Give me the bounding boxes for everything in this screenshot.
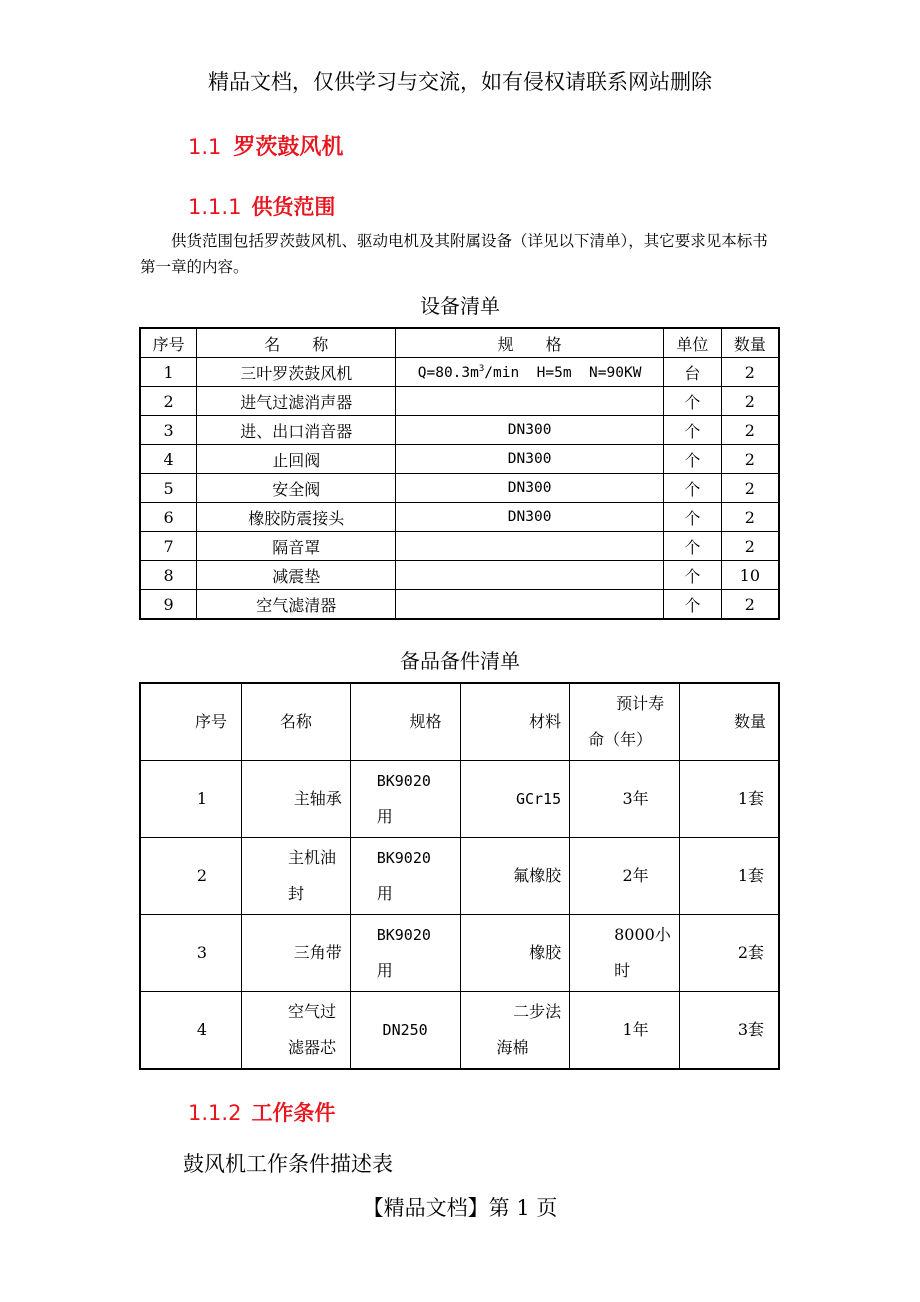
- item-qty: 2: [721, 474, 779, 503]
- item-name: 安全阀: [197, 474, 396, 503]
- item-qty: 10: [721, 561, 779, 590]
- part-material: GCr15: [460, 761, 570, 838]
- part-spec-line2: 用: [376, 884, 393, 903]
- item-spec: [396, 590, 664, 620]
- item-name: 隔音罩: [197, 532, 396, 561]
- item-unit: 个: [663, 532, 721, 561]
- part-name: 三角带: [242, 915, 351, 992]
- row-number: 5: [140, 474, 197, 503]
- part-spec-line1: BK9020: [376, 926, 431, 944]
- part-material: 氟橡胶: [460, 838, 570, 915]
- part-life-line2: 时: [614, 961, 631, 980]
- item-qty: 2: [721, 445, 779, 474]
- subsection-heading-conditions: [188, 1097, 335, 1127]
- subsection-number: 1.1.2: [188, 1101, 242, 1125]
- header-cell: 序号: [140, 683, 242, 761]
- page-footer: 【精品文档】第 1 页: [362, 1196, 558, 1220]
- item-name: 进气过滤消声器: [197, 387, 396, 416]
- item-spec: DN300: [396, 445, 664, 474]
- conditions-table-title: 鼓风机工作条件描述表: [183, 1152, 393, 1176]
- row-number: 6: [140, 503, 197, 532]
- header-cell: 规 格: [396, 328, 664, 358]
- section-number: 1.1: [188, 135, 222, 159]
- table-row: [140, 445, 779, 474]
- table-row: [140, 503, 779, 532]
- header-cell: 名 称: [197, 328, 396, 358]
- item-spec: DN300: [396, 503, 664, 532]
- part-name-line1: 主轴承: [293, 789, 342, 808]
- row-number: 3: [140, 915, 242, 992]
- row-number: 8: [140, 561, 197, 590]
- part-life-line1: 8000小: [614, 925, 671, 944]
- row-number: 1: [140, 761, 242, 838]
- header-cell: 材料: [460, 683, 570, 761]
- item-unit: 个: [663, 561, 721, 590]
- item-unit: 个: [663, 503, 721, 532]
- item-spec: [396, 387, 664, 416]
- row-number: 2: [140, 387, 197, 416]
- table-row: [140, 474, 779, 503]
- row-number: 4: [140, 992, 242, 1070]
- item-name: 减震垫: [197, 561, 396, 590]
- table-row: [140, 915, 779, 992]
- row-number: 2: [140, 838, 242, 915]
- section-title: 罗茨鼓风机: [233, 135, 344, 160]
- item-name: 空气滤清器: [197, 590, 396, 620]
- row-number: 9: [140, 590, 197, 620]
- table-header-row: [140, 328, 779, 358]
- subsection-title: 工作条件: [251, 1101, 336, 1125]
- row-number: 7: [140, 532, 197, 561]
- table-row: [140, 532, 779, 561]
- item-unit: 台: [663, 358, 721, 387]
- item-name: 橡胶防震接头: [197, 503, 396, 532]
- spec-rest: /min H=5m N=90KW: [484, 364, 642, 381]
- item-qty: 2: [721, 503, 779, 532]
- header-cell: 名称: [242, 683, 351, 761]
- table-row: [140, 590, 779, 620]
- item-name: 三叶罗茨鼓风机: [197, 358, 396, 387]
- subsection-title: 供货范围: [251, 195, 336, 219]
- part-name-line2: 封: [288, 884, 305, 903]
- header-cell: 序号: [140, 328, 197, 358]
- item-unit: 个: [663, 387, 721, 416]
- part-spec: DN250: [350, 992, 460, 1070]
- part-spec: [350, 915, 460, 992]
- part-name: [242, 838, 351, 915]
- part-qty: 1套: [679, 838, 779, 915]
- part-spec-line1: BK9020: [376, 849, 431, 867]
- spare-parts-caption: 备品备件清单: [400, 649, 520, 673]
- part-material-line2: 海棉: [496, 1038, 529, 1057]
- item-unit: 个: [663, 474, 721, 503]
- part-life: 3年: [570, 761, 680, 838]
- part-name-line1: 空气过: [288, 1002, 337, 1021]
- table-row: [140, 761, 779, 838]
- item-name: 进、出口消音器: [197, 416, 396, 445]
- part-qty: 3套: [679, 992, 779, 1070]
- row-number: 4: [140, 445, 197, 474]
- part-material-line1: 二步法: [513, 1002, 562, 1021]
- item-name: 止回阀: [197, 445, 396, 474]
- equipment-list-caption: 设备清单: [420, 294, 500, 318]
- subsection-number: 1.1.1: [188, 195, 242, 219]
- table-row: [140, 358, 779, 387]
- part-name: [242, 992, 351, 1070]
- table-row: [140, 561, 779, 590]
- header-cell: 单位: [663, 328, 721, 358]
- part-spec-line2: 用: [376, 961, 393, 980]
- item-qty: 2: [721, 590, 779, 620]
- header-cell: 数量: [679, 683, 779, 761]
- spare-parts-table: [139, 682, 780, 1070]
- part-life: 1年: [570, 992, 680, 1070]
- item-unit: 个: [663, 590, 721, 620]
- subsection-heading-supply: [188, 191, 335, 221]
- supply-scope-paragraph: 供货范围包括罗茨鼓风机、驱动电机及其附属设备（详见以下清单），其它要求见本标书第一章的内容。: [140, 232, 768, 276]
- item-spec: DN300: [396, 474, 664, 503]
- header-cell: 数量: [721, 328, 779, 358]
- part-spec: [350, 761, 460, 838]
- part-material: 橡胶: [460, 915, 570, 992]
- part-qty: 1套: [679, 761, 779, 838]
- part-spec-line2: 用: [376, 807, 393, 826]
- item-spec: [396, 358, 664, 387]
- header-cell: [570, 683, 680, 761]
- item-qty: 2: [721, 358, 779, 387]
- part-life: 2年: [570, 838, 680, 915]
- item-unit: 个: [663, 416, 721, 445]
- header-life-line1: 预计寿: [616, 694, 665, 713]
- row-number: 3: [140, 416, 197, 445]
- part-name-line1: 主机油: [288, 848, 337, 867]
- item-unit: 个: [663, 445, 721, 474]
- item-spec: DN300: [396, 416, 664, 445]
- item-qty: 2: [721, 387, 779, 416]
- page-header: 精品文档，仅供学习与交流，如有侵权请联系网站删除: [208, 70, 712, 94]
- table-row: [140, 992, 779, 1070]
- part-life: [570, 915, 680, 992]
- spec-superscript: 3: [478, 363, 485, 374]
- table-row: [140, 416, 779, 445]
- equipment-table: [139, 327, 780, 620]
- item-spec: [396, 561, 664, 590]
- part-name: [242, 761, 351, 838]
- row-number: 1: [140, 358, 197, 387]
- table-header-row: [140, 683, 779, 761]
- item-qty: 2: [721, 532, 779, 561]
- item-qty: 2: [721, 416, 779, 445]
- section-heading: [188, 130, 343, 161]
- item-spec: [396, 532, 664, 561]
- part-spec-line1: BK9020: [376, 772, 431, 790]
- header-cell: 规格: [350, 683, 460, 761]
- part-qty: 2套: [679, 915, 779, 992]
- spec-flow: Q=80.3m: [417, 364, 479, 381]
- part-material: [460, 992, 570, 1070]
- part-spec: [350, 838, 460, 915]
- table-row: [140, 838, 779, 915]
- table-row: [140, 387, 779, 416]
- part-name-line2: 滤器芯: [288, 1038, 337, 1057]
- header-life-line2: 命（年）: [588, 730, 653, 749]
